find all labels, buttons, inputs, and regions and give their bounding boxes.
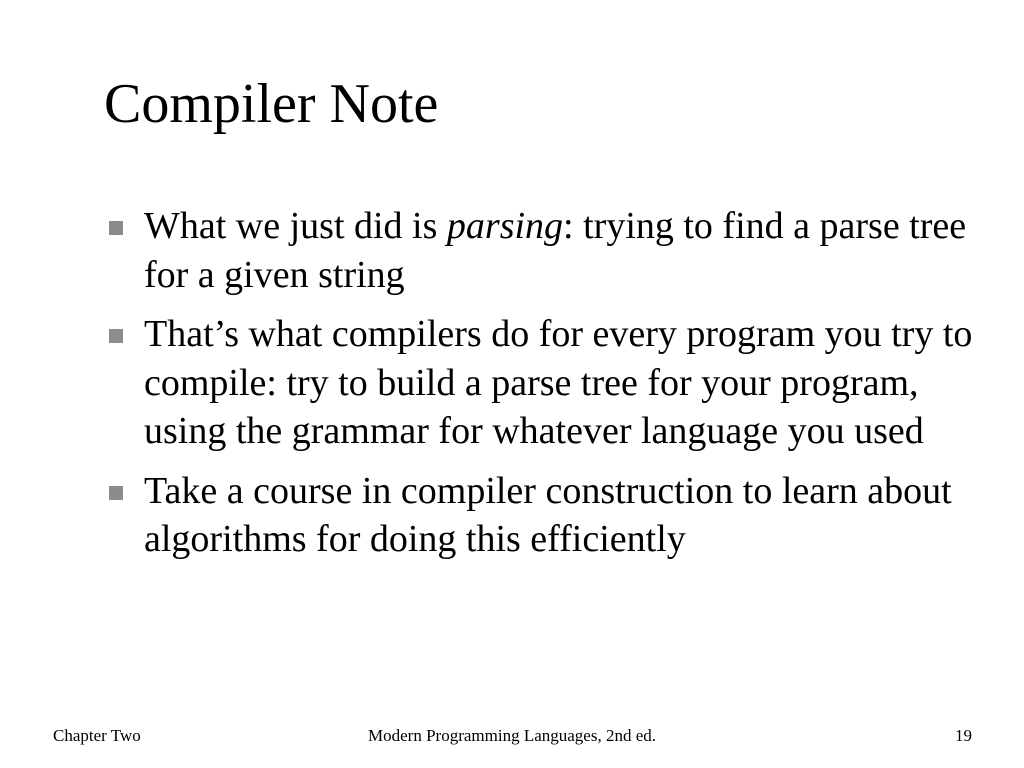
footer-page-number: 19 <box>955 726 972 745</box>
bullet-text: That’s what compilers do for every program you try to compile: try to build a parse tree for your program, using the grammar for whatever language you used <box>144 313 973 452</box>
footer-book-title: Modern Programming Languages, 2nd ed. <box>368 726 656 745</box>
slide-title: Compiler Note <box>104 73 439 135</box>
bullet-text-part: : trying to find a parse tree for a given string <box>144 205 967 296</box>
bullet-text: Take a course in compiler construction to learn about algorithms for doing this efficiently <box>144 469 952 560</box>
square-bullet-icon <box>109 329 123 343</box>
footer-chapter: Chapter Two <box>53 726 141 745</box>
bullet-item <box>104 467 984 564</box>
bullet-text-part: What we just did is <box>144 205 447 247</box>
bullet-item <box>104 310 984 456</box>
square-bullet-icon <box>109 486 123 500</box>
square-bullet-icon <box>109 221 123 235</box>
bullet-list <box>104 202 984 575</box>
bullet-item <box>104 202 984 299</box>
emphasized-term: parsing <box>446 205 564 247</box>
